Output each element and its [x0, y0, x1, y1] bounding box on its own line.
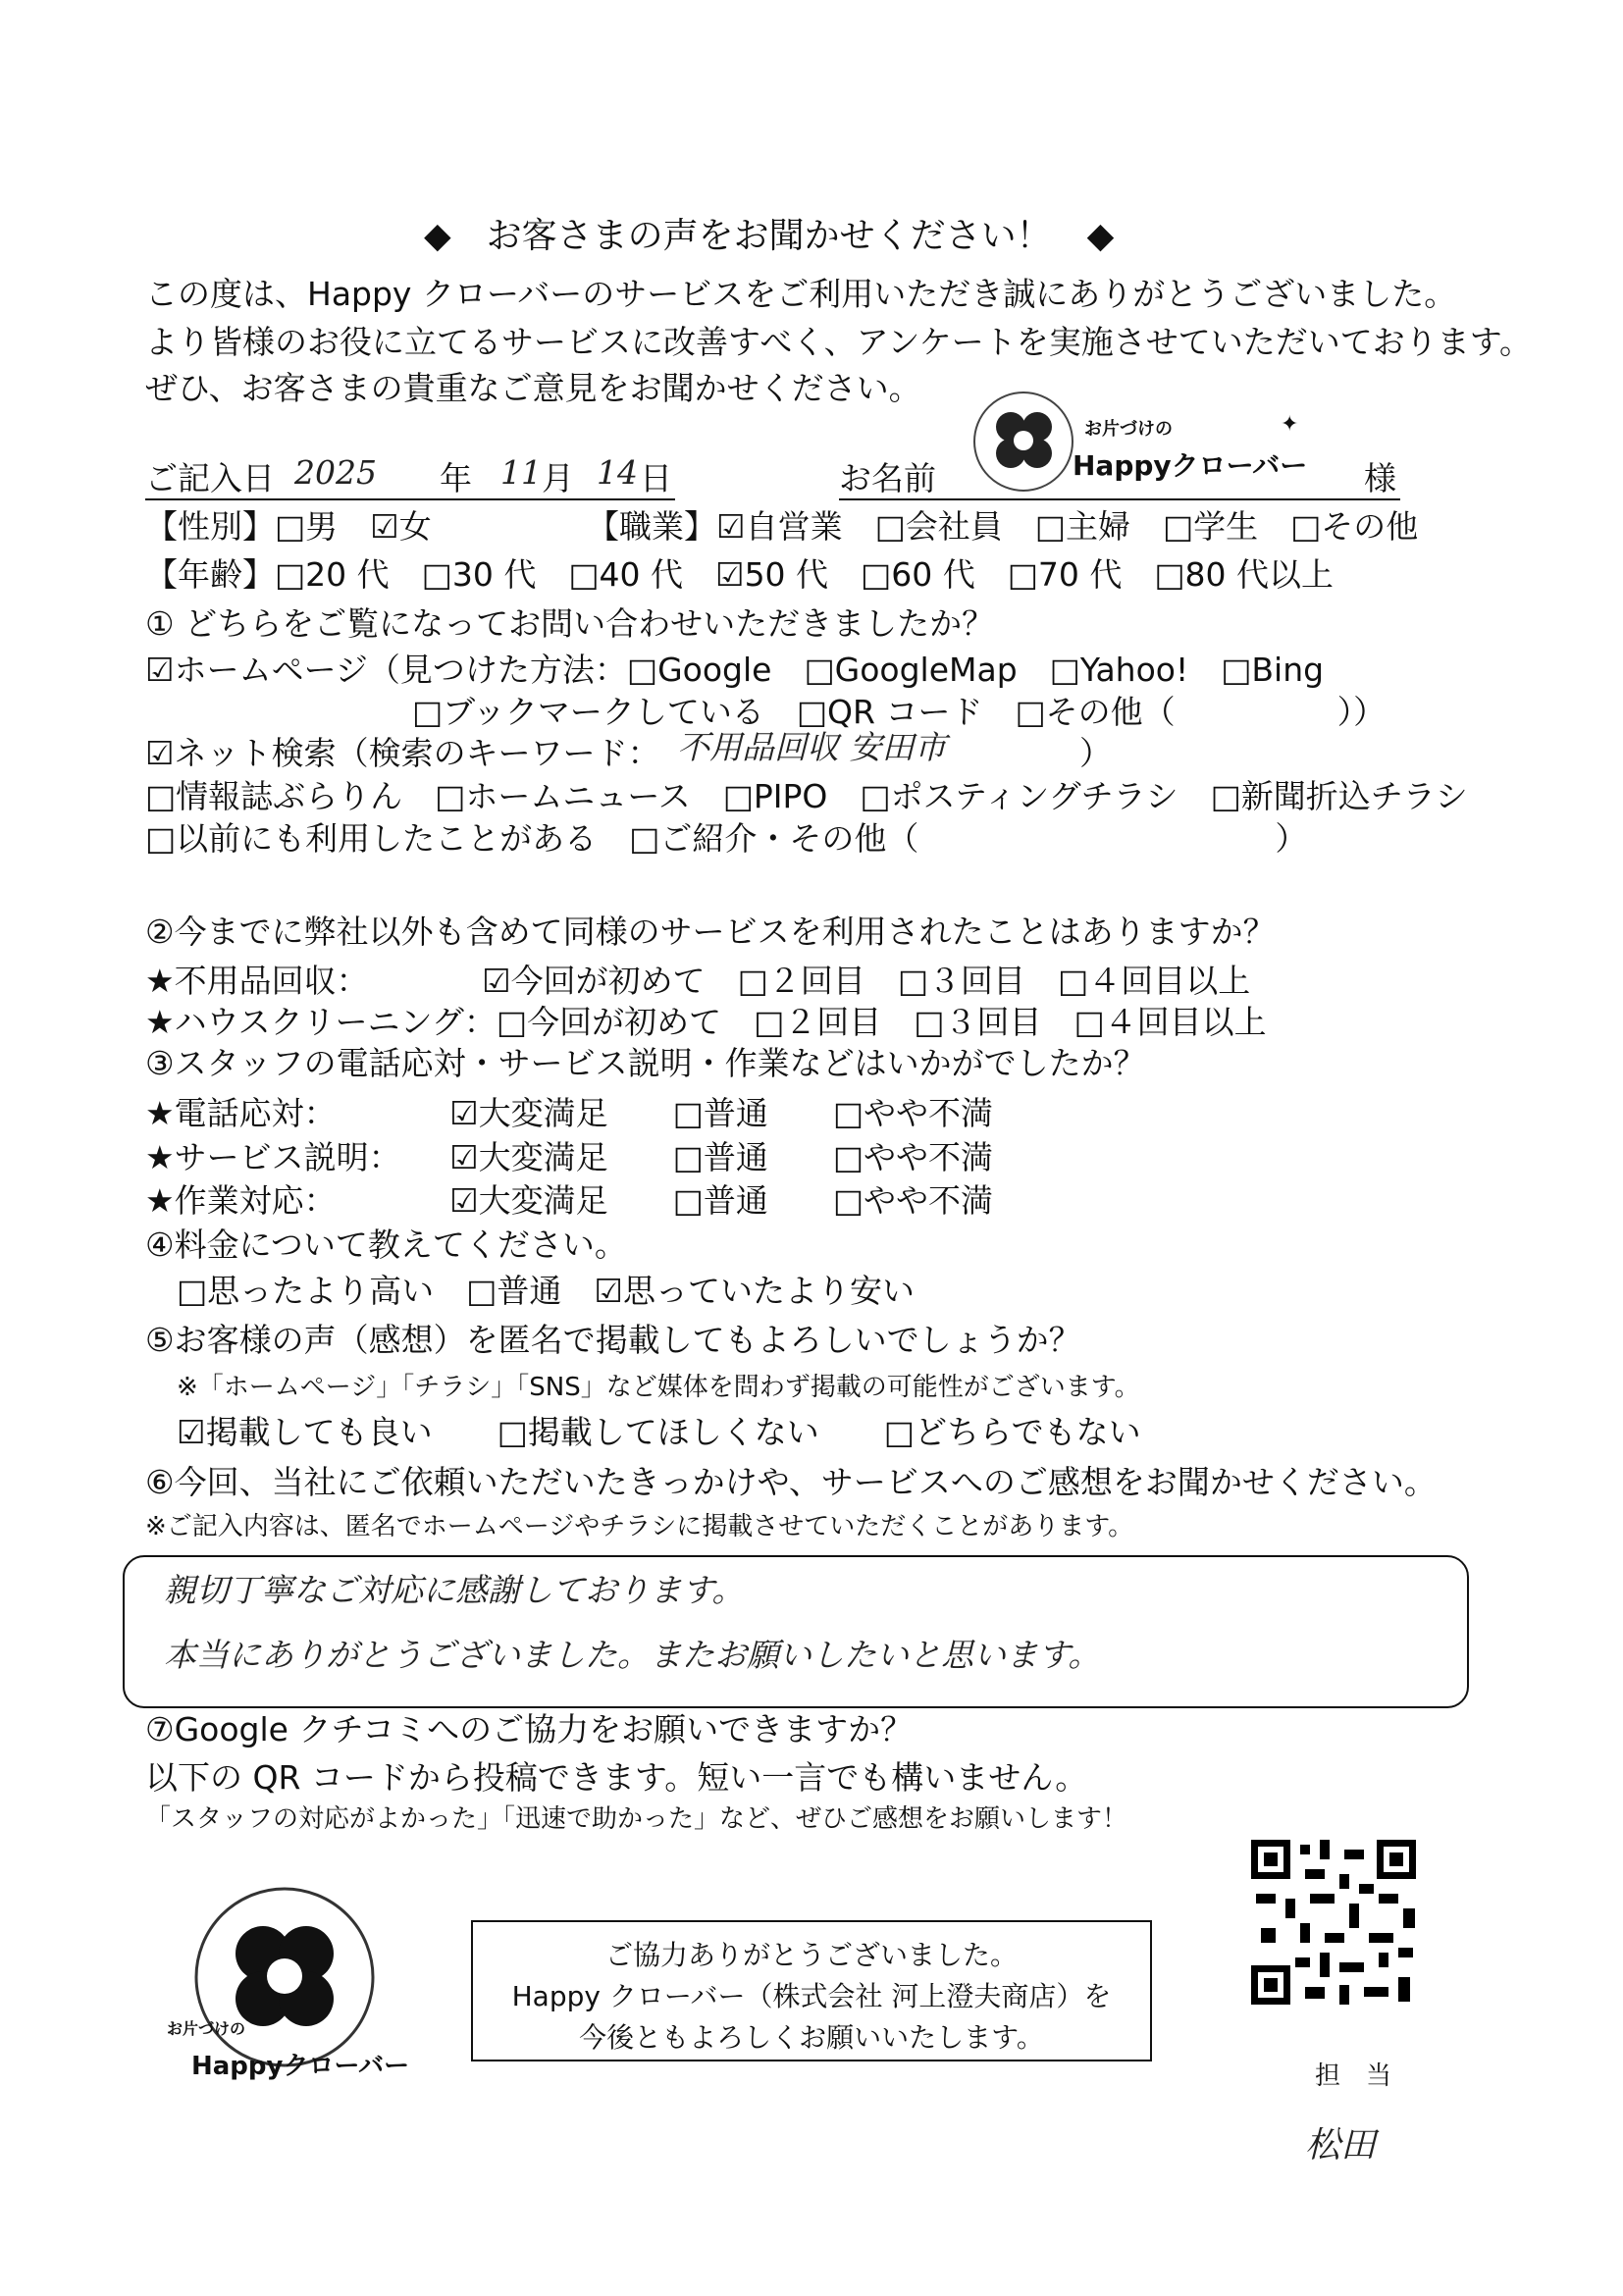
q4-options[interactable]: □思ったより高い □普通 ☑思っていたより安い	[177, 1272, 915, 1310]
name-underline[interactable]	[839, 498, 1400, 500]
thanks-box	[471, 1920, 1152, 2061]
intro-line-3: ぜひ、お客さまの貴重なご意見をお聞かせください。	[145, 369, 921, 407]
q2-heading: ②今までに弊社以外も含めて同様のサービスを利用されたことはありますか？	[145, 913, 1276, 951]
thanks-line-1: ご協力ありがとうございました。	[604, 1939, 1018, 1971]
q4-heading: ④料金について教えてください。	[145, 1226, 627, 1264]
thanks-line-2: Happy クローバー（株式会社 河上澄夫商店）を	[511, 1980, 1112, 2012]
q3-heading: ③スタッフの電話応対・サービス説明・作業などはいかがでしたか？	[145, 1044, 1146, 1082]
comment-box[interactable]	[123, 1555, 1469, 1708]
clover-logo-icon	[967, 388, 1084, 496]
comment-line-2: 本当にありがとうございました。またお願いしたいと思います。	[164, 1636, 1101, 1674]
job-row[interactable]: 【職業】☑自営業 □会社員 □主婦 □学生 □その他	[587, 507, 1419, 546]
q3-row-phone[interactable]: ★電話応対： ☑大変満足 □普通 □やや不満	[145, 1094, 994, 1132]
q3-row-work[interactable]: ★作業対応： ☑大変満足 □普通 □やや不満	[145, 1181, 994, 1220]
q7-line-2: 「スタッフの対応がよかった」「迅速で助かった」など、ぜひご感想をお願いします！	[145, 1804, 1128, 1834]
q1-option-other[interactable]: □以前にも利用したことがある □ご紹介・その他（ ）	[145, 819, 1308, 858]
footer-logo-brand: Happyクローバー	[191, 2052, 410, 2081]
q2-row-cleaning[interactable]: ★ハウスクリーニング：□今回が初めて □２回目 □３回目 □４回目以上	[145, 1003, 1267, 1041]
q1-option-homepage-more[interactable]: □ブックマークしている □QR コード □その他（ ））	[412, 693, 1387, 731]
date-year[interactable]: 2025	[294, 453, 377, 492]
search-keyword-close: ）	[1079, 734, 1112, 772]
date-month[interactable]: 11	[500, 453, 542, 492]
date-underline	[145, 498, 675, 500]
day-label: 日	[640, 459, 672, 497]
q2-row-disposal[interactable]: ★不用品回収： ☑今回が初めて □２回目 □３回目 □４回目以上	[145, 962, 1251, 1000]
q5-note: ※「ホームページ」「チラシ」「SNS」など媒体を問わず掲載の可能性がございます。	[177, 1373, 1140, 1402]
q1-option-media[interactable]: □情報誌ぶらりん □ホームニュース □PIPO □ポスティングチラシ □新聞折込チラシ	[145, 777, 1468, 815]
search-keyword-value[interactable]: 不用品回収 安田市	[677, 728, 947, 766]
name-suffix: 様	[1364, 459, 1396, 497]
q1-heading: ① どちらをご覧になってお問い合わせいただきましたか？	[145, 604, 995, 643]
qr-code-icon[interactable]	[1251, 1840, 1418, 2007]
q7-heading: ⑦Google クチコミへのご協力をお願いできますか？	[145, 1710, 914, 1748]
footer-logo-top-text: お片づけの	[167, 2019, 246, 2038]
logo-top-text: お片づけの	[1084, 419, 1173, 440]
intro-line-1: この度は、Happy クローバーのサービスをご利用いただき誠にありがとうございました。	[145, 275, 1457, 313]
intro-line-2: より皆様のお役に立てるサービスに改善すべく、アンケートを実施させていただいております。	[145, 323, 1533, 361]
sparkle-icon: ✦	[1281, 412, 1299, 437]
month-label: 月	[542, 459, 574, 497]
name-label: お名前	[839, 459, 936, 497]
survey-title: ◆ お客さまの声をお聞かせください！ ◆	[424, 216, 1115, 256]
age-row[interactable]: 【年齢】□20 代 □30 代 □40 代 ☑50 代 □60 代 □70 代 □80 代以上	[145, 555, 1335, 594]
date-day[interactable]: 14	[597, 453, 638, 492]
q1-option-homepage[interactable]: ☑ホームページ（見つけた方法：□Google □GoogleMap □Yahoo! □Bing	[145, 651, 1325, 689]
q6-note: ※ご記入内容は、匿名でホームページやチラシに掲載させていただくことがあります。	[145, 1512, 1134, 1541]
q1-option-search[interactable]: ☑ネット検索（検索のキーワード：	[145, 734, 660, 772]
staff-name: 松田	[1305, 2125, 1377, 2166]
comment-line-1: 親切丁寧なご対応に感謝しております。	[164, 1571, 745, 1609]
q5-options[interactable]: ☑掲載しても良い □掲載してほしくない □どちらでもない	[177, 1413, 1141, 1451]
staff-label: 担 当	[1315, 2061, 1392, 2091]
header-logo	[967, 388, 1308, 496]
footer-logo	[147, 1879, 410, 2100]
date-label: ご記入日	[145, 459, 275, 497]
gender-row[interactable]: 【性別】□男 ☑女	[145, 507, 432, 546]
q6-heading: ⑥今回、当社にご依頼いただいたきっかけや、サービスへのご感想をお聞かせください。	[145, 1463, 1437, 1501]
thanks-line-3: 今後ともよろしくお願いいたします。	[579, 2021, 1044, 2054]
q3-row-explanation[interactable]: ★サービス説明： ☑大変満足 □普通 □やや不満	[145, 1138, 994, 1176]
year-label: 年	[440, 459, 472, 497]
q5-heading: ⑤お客様の声（感想）を匿名で掲載してもよろしいでしょうか？	[145, 1321, 1081, 1359]
logo-brand: Happyクローバー	[1073, 449, 1308, 482]
q7-line-1: 以下の QR コードから投稿できます。短い一言でも構いません。	[145, 1758, 1088, 1797]
